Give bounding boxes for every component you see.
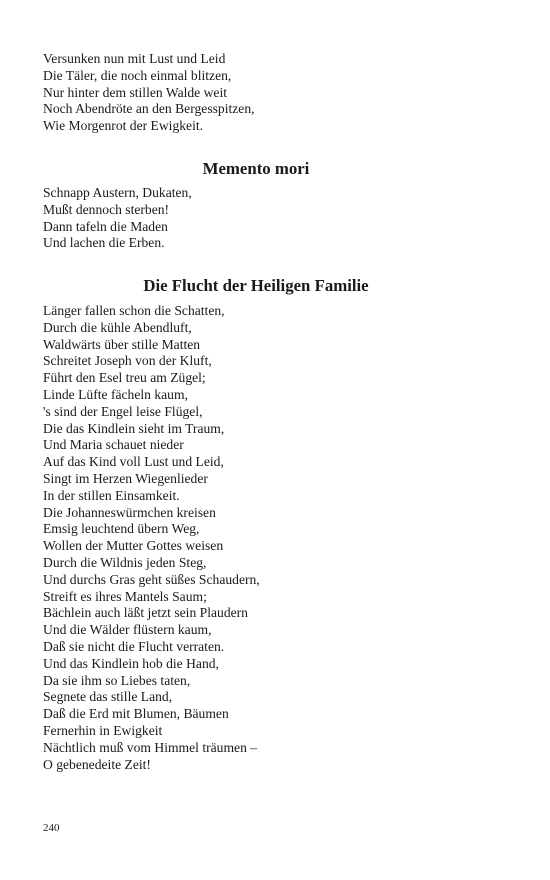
verse-line: Waldwärts über stille Matten bbox=[43, 336, 201, 352]
page-number: 240 bbox=[43, 822, 60, 834]
verse-line: Bächlein auch läßt jetzt sein Plaudern bbox=[43, 605, 248, 621]
verse-line: Dann tafeln die Maden bbox=[43, 218, 168, 234]
verse-line: Die Täler, die noch einmal blitzen, bbox=[43, 67, 232, 83]
verse-line: Da sie ihm so Liebes taten, bbox=[43, 672, 191, 688]
verse-line: Fernerhin in Ewigkeit bbox=[43, 722, 163, 738]
verse-line: Daß sie nicht die Flucht verraten. bbox=[43, 638, 225, 654]
verse-line: Die Johanneswürmchen kreisen bbox=[43, 504, 216, 520]
verse-line: Schreitet Joseph von der Kluft, bbox=[43, 353, 212, 369]
verse-line: Schnapp Austern, Dukaten, bbox=[43, 185, 192, 200]
verse-line: Mußt dennoch sterben! bbox=[43, 201, 170, 217]
verse-line: Die das Kindlein sieht im Traum, bbox=[43, 420, 225, 436]
poem-memento-mori bbox=[43, 185, 513, 252]
verse-line: Noch Abendröte an den Bergesspitzen, bbox=[43, 101, 255, 117]
verse-line: Segnete das stille Land, bbox=[43, 689, 173, 705]
verse-line: Auf das Kind voll Lust und Leid, bbox=[43, 454, 224, 470]
poem-title-flucht: Die Flucht der Heiligen Familie bbox=[143, 276, 369, 295]
verse-line: Und die Wälder flüstern kaum, bbox=[43, 622, 212, 638]
verse-line: Durch die kühle Abendluft, bbox=[43, 319, 192, 335]
verse-line: Linde Lüfte fächeln kaum, bbox=[43, 386, 188, 402]
verse-line: Und Maria schauet nieder bbox=[43, 437, 184, 453]
verse-line: Wie Morgenrot der Ewigkeit. bbox=[43, 118, 204, 134]
verse-line: Nächtlich muß vom Himmel träumen – bbox=[43, 739, 258, 755]
verse-line: Länger fallen schon die Schatten, bbox=[43, 303, 225, 318]
verse-line: Führt den Esel treu am Zügel; bbox=[43, 370, 206, 386]
verse-line: In der stillen Einsamkeit. bbox=[43, 487, 180, 503]
verse-line: Singt im Herzen Wiegenlieder bbox=[43, 470, 208, 486]
verse-line: Und durchs Gras geht süßes Schaudern, bbox=[43, 571, 260, 587]
verse-line: Wollen der Mutter Gottes weisen bbox=[43, 538, 224, 554]
verse-line: O gebenedeite Zeit! bbox=[43, 756, 151, 772]
poem-flucht bbox=[43, 303, 513, 773]
verse-line: Versunken nun mit Lust und Leid bbox=[43, 51, 226, 66]
verse-line: 's sind der Engel leise Flügel, bbox=[43, 403, 203, 419]
stanza-top bbox=[43, 51, 513, 135]
verse-line: Streift es ihres Mantels Saum; bbox=[43, 588, 207, 604]
verse-line: Und lachen die Erben. bbox=[43, 235, 165, 251]
verse-line: Daß die Erd mit Blumen, Bäumen bbox=[43, 706, 229, 722]
verse-line: Emsig leuchtend übern Weg, bbox=[43, 521, 200, 537]
poem-title-memento-mori: Memento mori bbox=[202, 159, 310, 178]
verse-line: Und das Kindlein hob die Hand, bbox=[43, 655, 219, 671]
verse-line: Durch die Wildnis jeden Steg, bbox=[43, 554, 207, 570]
verse-line: Nur hinter dem stillen Walde weit bbox=[43, 84, 228, 100]
